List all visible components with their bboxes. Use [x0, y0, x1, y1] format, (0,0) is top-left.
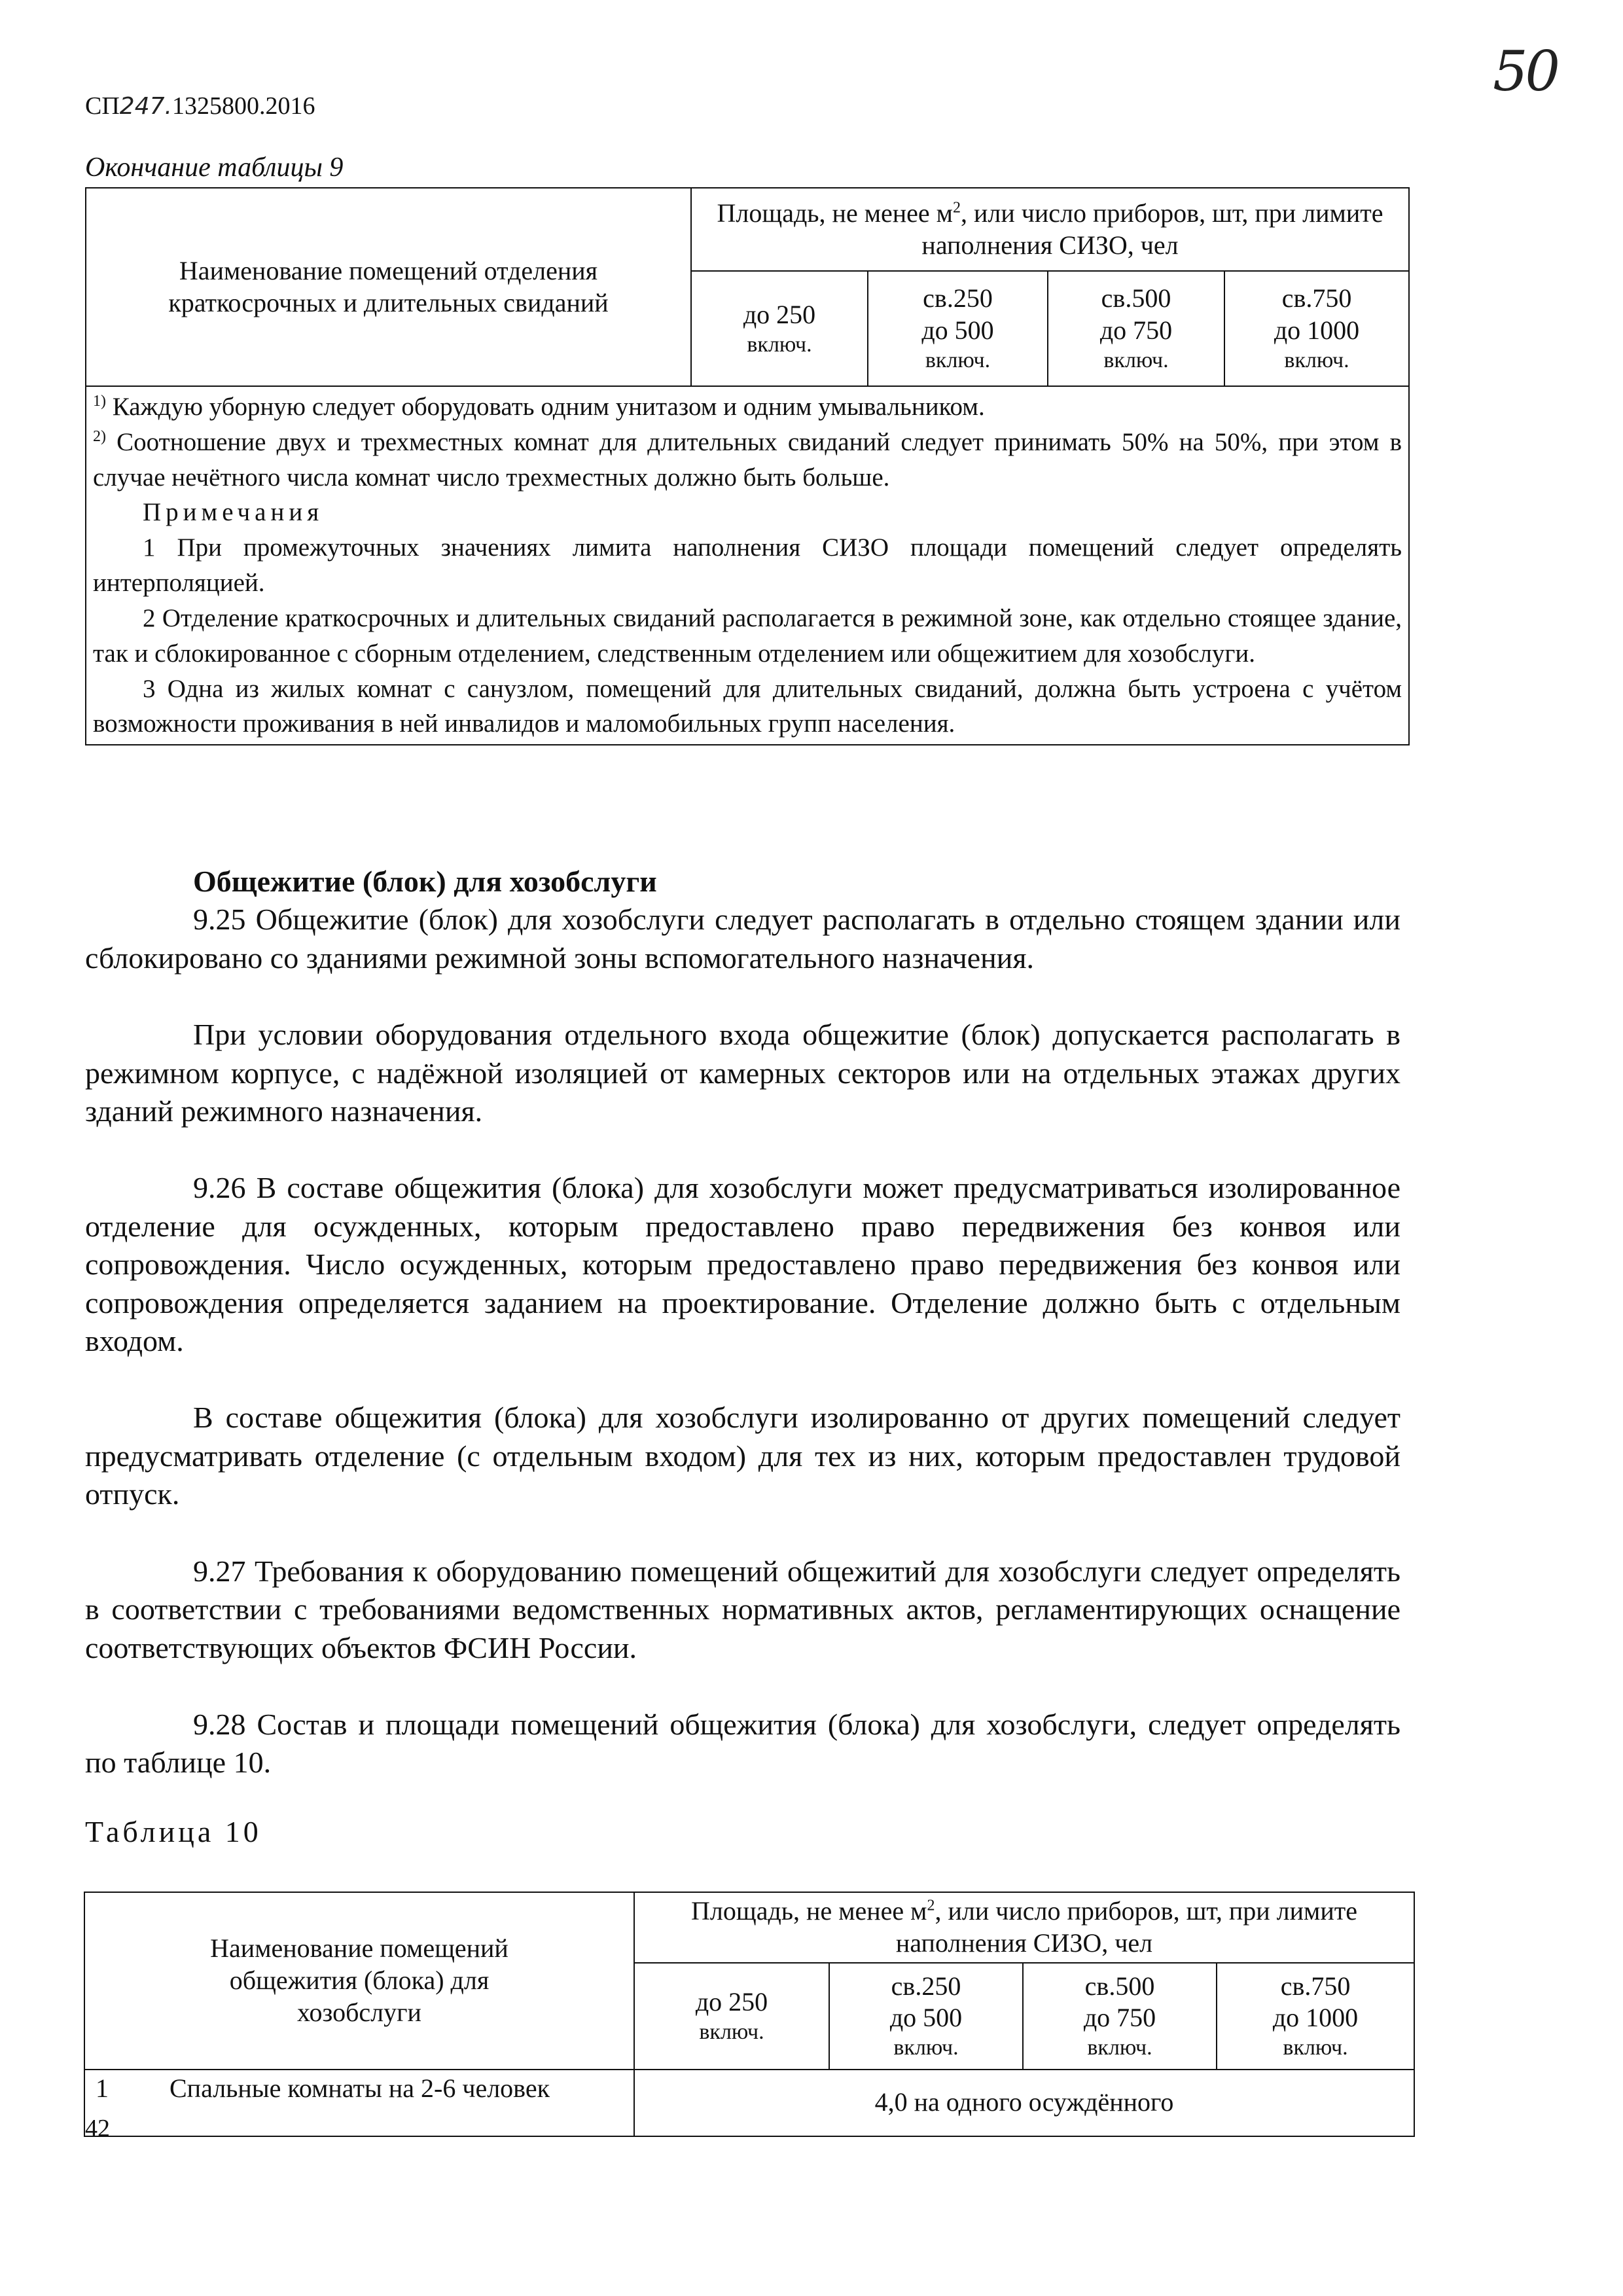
table9-sub-col-2: св.250 до 500 включ.	[868, 271, 1048, 386]
doc-code-prefix: СП	[85, 92, 120, 120]
table9-col1-header: Наименование помещений отделения краткосрочных и длительных свиданий	[86, 188, 691, 386]
table10-sub-col-2: св.250 до 500 включ.	[829, 1963, 1023, 2070]
document-code	[85, 92, 315, 120]
table9-area-header: Площадь, не менее $м^2$, или число приборов, шт, при лимите наполнения СИЗО, чел	[691, 188, 1409, 271]
note-3: 3 Одна из жилых комнат с санузлом, помещений для длительных свиданий, должна быть устроена с учётом возможности проживания в ней инвалидов и маломобильных групп населения.	[93, 674, 1402, 738]
note-1: 1 При промежуточных значениях лимита наполнения СИЗО площади помещений следует определять интерполяцией.	[93, 533, 1402, 598]
table10-sub-col-3: св.500 до 750 включ.	[1023, 1963, 1217, 2070]
section-text	[85, 863, 1400, 1782]
notes-title: Примечания	[143, 498, 324, 527]
table-row	[84, 2070, 1414, 2136]
table9-footnotes	[86, 386, 1409, 745]
table10-label: Таблица 10	[85, 1815, 262, 1848]
footnote-1: $^{1)}$ Каждую уборную следует оборудовать одним унитазом и одним умывальником.	[93, 393, 985, 421]
row-value: 4,0 на одного осуждённого	[634, 2070, 1414, 2136]
paragraph-9-27: 9.27 Требования к оборудованию помещений общежитий для хозобслуги следует определять в соответствии с требованиями ведомственных нормативных актов, регламентирующих оснащение соответствующих объектов ФСИН России.	[85, 1554, 1400, 1664]
paragraph-9-26: 9.26 В составе общежития (блока) для хозобслуги может предусматриваться изолированное отделение для осужденных, которым предоставлено право передвижения без конвоя или сопровождения. Число осужденных, которым предоставлено право передвижения без конвоя или сопровождения определяется заданием на проектирование. Отделение должно быть с отдельным входом.	[85, 1171, 1400, 1358]
paragraph-9-25-b: При условии оборудования отдельного входа общежитие (блок) допускается располагать в режимном корпусе, с надёжной изоляцией от камерных секторов или на отдельных этажах других зданий режимного назначения.	[85, 1018, 1400, 1128]
table-9	[85, 187, 1410, 745]
section-heading: Общежитие (блок) для хозобслуги	[193, 865, 657, 898]
paragraph-9-28: 9.28 Состав и площади помещений общежития (блока) для хозобслуги, следует определять по таблице 10.	[85, 1707, 1400, 1780]
table9-sub-col-4: св.750 до 1000 включ.	[1224, 271, 1409, 386]
table9-sub-col-3: св.500 до 750 включ.	[1048, 271, 1224, 386]
table9-caption: Окончание таблицы 9	[85, 152, 344, 183]
table9-sub-col-1: до 250 включ.	[691, 271, 868, 386]
paragraph-9-25: 9.25 Общежитие (блок) для хозобслуги следует располагать в отдельно стоящем здании или сблокировано со зданиями режимной зоны вспомогательного назначения.	[85, 903, 1400, 975]
row-number: 1	[84, 2070, 163, 2136]
table10-sub-col-1: до 250 включ.	[634, 1963, 829, 2070]
table-10	[84, 1892, 1415, 2137]
table10-sub-col-4: св.750 до 1000 включ.	[1217, 1963, 1414, 2070]
table10-col1-header: Наименование помещений общежития (блока) для хозобслуги	[84, 1892, 634, 2070]
table10-area-header: Площадь, не менее $м^2$, или число приборов, шт, при лимите наполнения СИЗО, чел	[634, 1892, 1414, 1963]
doc-code-suffix: 1325800.2016	[171, 92, 315, 120]
handwritten-page-mark: 50	[1493, 39, 1558, 103]
note-2: 2 Отделение краткосрочных и длительных свиданий располагается в режимной зоне, как отдельно стоящее здание, так и сблокированное с сборным отделением, следственным отделением или общежитием для хозобслуги.	[93, 603, 1402, 668]
doc-code-handwritten: 247.	[119, 93, 172, 120]
page-number: 42	[85, 2115, 110, 2142]
paragraph-9-26-b: В составе общежития (блока) для хозобслуги изолированно от других помещений следует предусматривать отделение (с отдельным входом) для тех из них, которым предоставлен трудовой отпуск.	[85, 1401, 1400, 1511]
footnote-2: $^{2)}$ Соотношение двух и трехместных комнат для длительных свиданий следует принимать 50% на 50%, при этом в случае нечётного числа комнат число трехместных должно быть больше.	[93, 427, 1402, 492]
row-name: Спальные комнаты на 2-6 человек	[163, 2070, 634, 2136]
